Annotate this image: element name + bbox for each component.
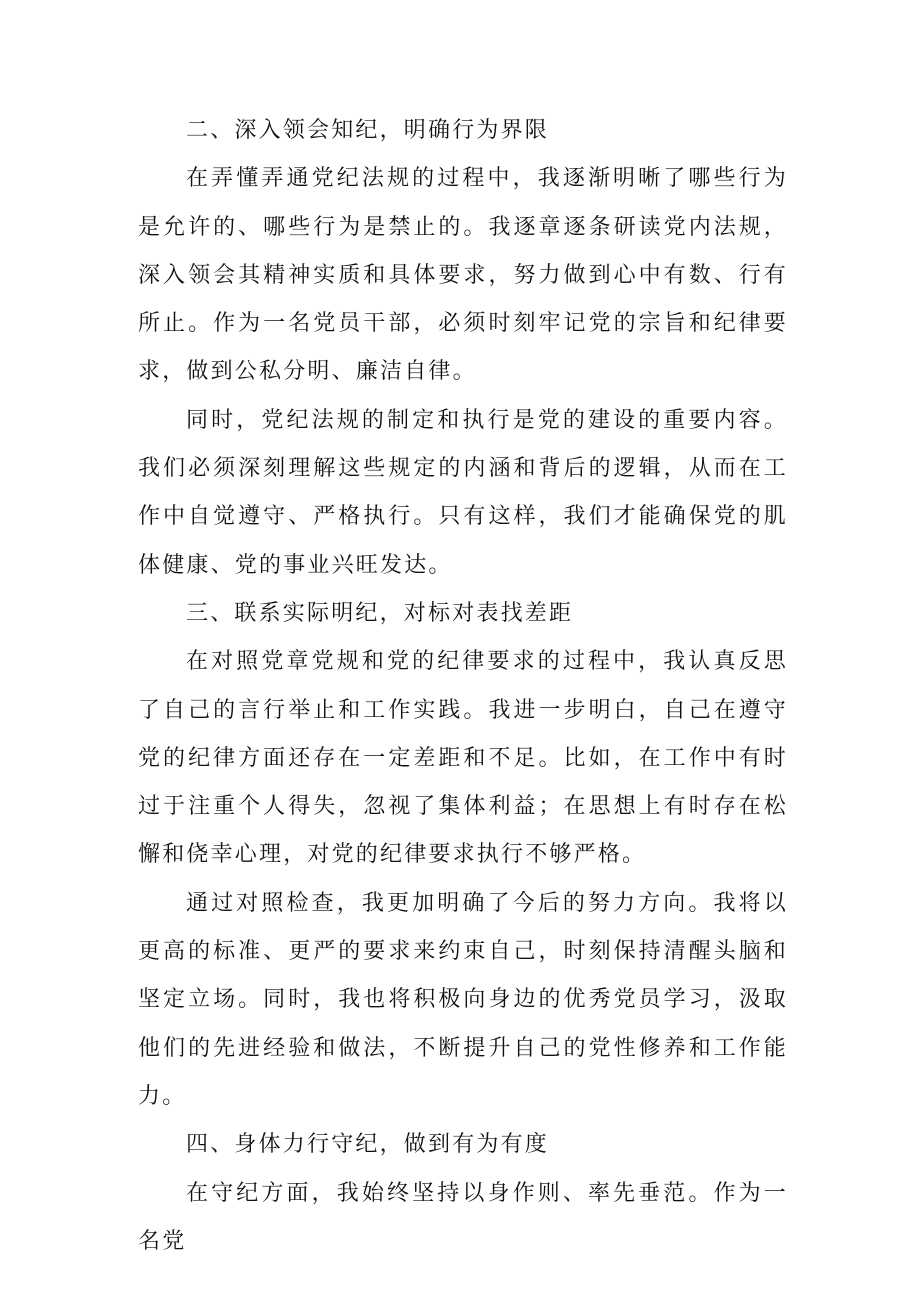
section-heading-4: 四、身体力行守纪，做到有为有度 (186, 1132, 550, 1158)
section-heading-3: 三、联系实际明纪，对标对表找差距 (186, 600, 574, 626)
paragraph: 在对照党章党规和党的纪律要求的过程中，我认真反思了自己的言行举止和工作实践。我进一步明白，自己在遵守党的纪律方面还存在一定差距和不足。比如，在工作中有时过于注重个人得失，忽视了集体利益；在思想上有时存在松懈和侥幸心理，对党的纪律要求执行不够严格。 (138, 649, 788, 868)
document-body (138, 107, 788, 1266)
paragraph: 同时，党纪法规的制定和执行是党的建设的重要内容。我们必须深刻理解这些规定的内涵和背后的逻辑，从而在工作中自觉遵守、严格执行。只有这样，我们才能确保党的肌体健康、党的事业兴旺发达。 (138, 407, 788, 578)
paragraph: 在弄懂弄通党纪法规的过程中，我逐渐明晰了哪些行为是允许的、哪些行为是禁止的。我逐章逐条研读党内法规，深入领会其精神实质和具体要求，努力做到心中有数、行有所止。作为一名党员干部，必须时刻牢记党的宗旨和纪律要求，做到公私分明、廉洁自律。 (138, 166, 788, 385)
paragraph: 通过对照检查，我更加明确了今后的努力方向。我将以更高的标准、更严的要求来约束自己，时刻保持清醒头脑和坚定立场。同时，我也将积极向身边的优秀党员学习，汲取他们的先进经验和做法，不断提升自己的党性修养和工作能力。 (138, 890, 788, 1109)
paragraph: 在守纪方面，我始终坚持以身作则、率先垂范。作为一名党 (138, 1180, 788, 1254)
section-heading-2: 二、深入领会知纪，明确行为界限 (186, 118, 550, 143)
